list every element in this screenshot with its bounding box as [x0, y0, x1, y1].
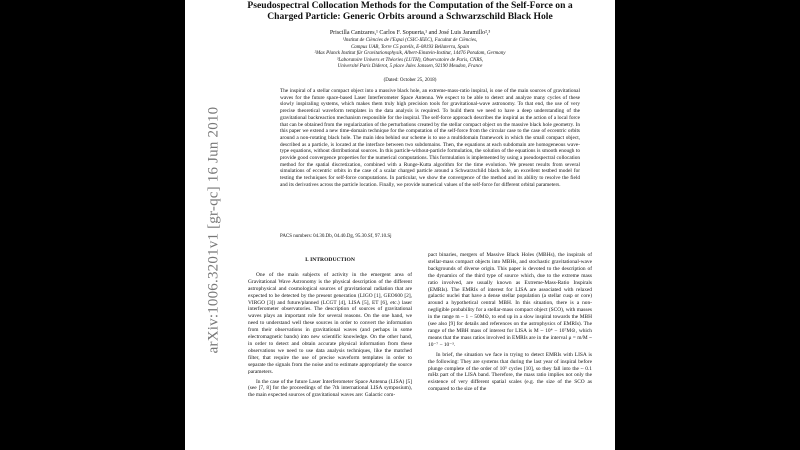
- arxiv-id: arXiv:1006.3201v1 [gr-qc] 16 Jun 2010: [205, 106, 222, 354]
- abstract: The inspiral of a stellar compact object into a massive black hole, an extreme-mass-ratio inspiral, is one of the main sources of gravitational waves for the future space-based Laser Interferometer Space Antenna. We expect to be able to detect and analyze many cycles of these slowly inspiraling systems, which makes them truly high precision tools for gravitational-wave astronomy. To that end, the use of very precise theoretical waveform templates in the data analysis is required. To build them we need to have a deep understanding of the gravitational backreaction mechanism responsible for the inspiral. The self-force approach describes the inspiral as the action of a local force that can be obtained from the regularization of the perturbations created by the stellar compact object on the massive black hole geometry. In this paper we extend a new time-domain technique for the computation of the self-force from the circular case to the case of eccentric orbits around a non-rotating black hole. The main idea behind our scheme is to use a multidomain framework in which the small compact object, described as a particle, is located at the interface between two subdomains. Then, the equations at each subdomain are homogeneous wave-type equations, without distributional sources. In this particle-without-particle formulation, the solution of the equations is smooth enough to provide good convergence properties for the numerical computations. This formulation is implemented by using a pseudospectral collocation method for the spatial discretization, combined with a Runge-Kutta algorithm for the time evolution. We present results from several simulations of eccentric orbits in the case of a scalar charged particle around a Schwarzschild black hole, an excellent testbed model for testing the techniques for self-force computations. In particular, we show the convergence of the method and its ability to resolve the field and its derivatives across the particle location. Finally, we provide numerical values of the self-force for different orbital parameters.: [280, 88, 580, 188]
- body-paragraph: pact binaries, mergers of Massive Black Holes (MBHs), the inspirals of stellar-mass compact objects into MBHs, and stochastic gravitational-wave backgrounds of diverse origin. This paper is devoted to the description of the dynamics of the third type of source which, due to the extreme mass ratio involved, are usually known as Extreme-Mass-Ratio Inspirals (EMRIs). The EMRIs of interest for LISA are associated with relaxed galactic nuclei that have a dense stellar population (a stellar cusp or core) around a hypothetical central MBH. In this situation, there is a non-negligible probability for a stellar-mass compact object (SCO), with masses in the range m ~ 1 − 50M⊙, to end up in a slow inspiral towards the MBH (see also [9] for details and references on the astrophysics of EMRIs). The range of the MBH mass of interest for LISA is M ~ 10⁴ − 10⁷M⊙, which means that the mass ratios involved in EMRIs are in the interval μ = m/M ~ 10⁻⁷ − 10⁻³.: [428, 252, 592, 348]
- section-heading: I. INTRODUCTION: [305, 257, 355, 263]
- affiliation-line: ¹Institut de Ciències de l'Espai (CSIC-IEEC), Facultat de Ciències,: [342, 38, 478, 43]
- pacs-numbers: PACS numbers: 04.30.Db, 04.40.Dg, 95.30.Sf, 97.10.Sj: [280, 234, 392, 239]
- body-paragraph: In the case of the future Laser Interferometer Space Antenna (LISA) [5] (see [7, 8] for the proceedings of the 7th international LISA symposium), the main expected sources of gravitational waves are: Galactic com-: [248, 378, 412, 399]
- left-column: [248, 252, 412, 450]
- body-paragraph: One of the main subjects of activity in the emergent area of Gravitational Wave Astronomy is the physical description of the different astrophysical and cosmological sources of gravitational radiation that are expected to be detected by the present generation (LIGO [1], GEO600 [2], VIRGO [3]) and future/planned (LCGT [4], LISA [5], ET [6], etc.) laser interferometer observatories. The description of sources of gravitational waves plays an important role for several reasons. On the one hand, we need to understand well these sources in order to convert the information from their observations in gravitational waves (and perhaps in some electromagnetic bands) into new scientific knowledge. On the other hand, in order to detect and obtain accurate physical information from these observations we need to use data analysis techniques, like the matched filter, that require the use of precise waveform templates in order to separate the signals from the noise and to estimate appropriately the source parameters.: [248, 271, 412, 375]
- arxiv-identifier-stamp: [205, 80, 232, 380]
- paper-authors: Priscilla Canizares,¹ Carlos F. Sopuerta,¹ and José Luis Jaramillo²,³: [329, 30, 491, 36]
- author-affiliations: [245, 38, 575, 71]
- paper-date: (Dated: October 25, 2018): [383, 78, 437, 83]
- paper-page: [185, 0, 615, 450]
- affiliation-line: Campus UAB, Torre C5 parells, E-08193 Bellaterra, Spain: [350, 44, 470, 50]
- right-column: [428, 252, 592, 450]
- affiliation-line: ³Laboratoire Univers et Théories (LUTH), Observatoire de Paris, CNRS,: [336, 57, 484, 63]
- affiliation-line: ²Max Planck Institut für Gravitationsphysik, Albert-Einstein-Institut, 14476 Potsdam, Germany: [314, 51, 506, 57]
- paper-title: Pseudospectral Collocation Methods for the Computation of the Self-Force on a Charged Particle: Generic Orbits around a Schwarzschild Black Hole: [247, 0, 573, 22]
- affiliation-line: Université Paris Diderot, 5 place Jules Janssen, 92190 Meudon, France: [337, 64, 483, 70]
- body-paragraph: In brief, the situation we face in trying to detect EMRIs with LISA is the following: They are systems that during the last year of inspiral before plunge complete of the order of 10⁵ cycles [10], so they fall into the ~ 0.1 mHz part of the LISA band. Therefore, the mass ratio implies not only the existence of very different spatial scales (e.g. the size of the SCO as compared to the size of the: [428, 351, 592, 393]
